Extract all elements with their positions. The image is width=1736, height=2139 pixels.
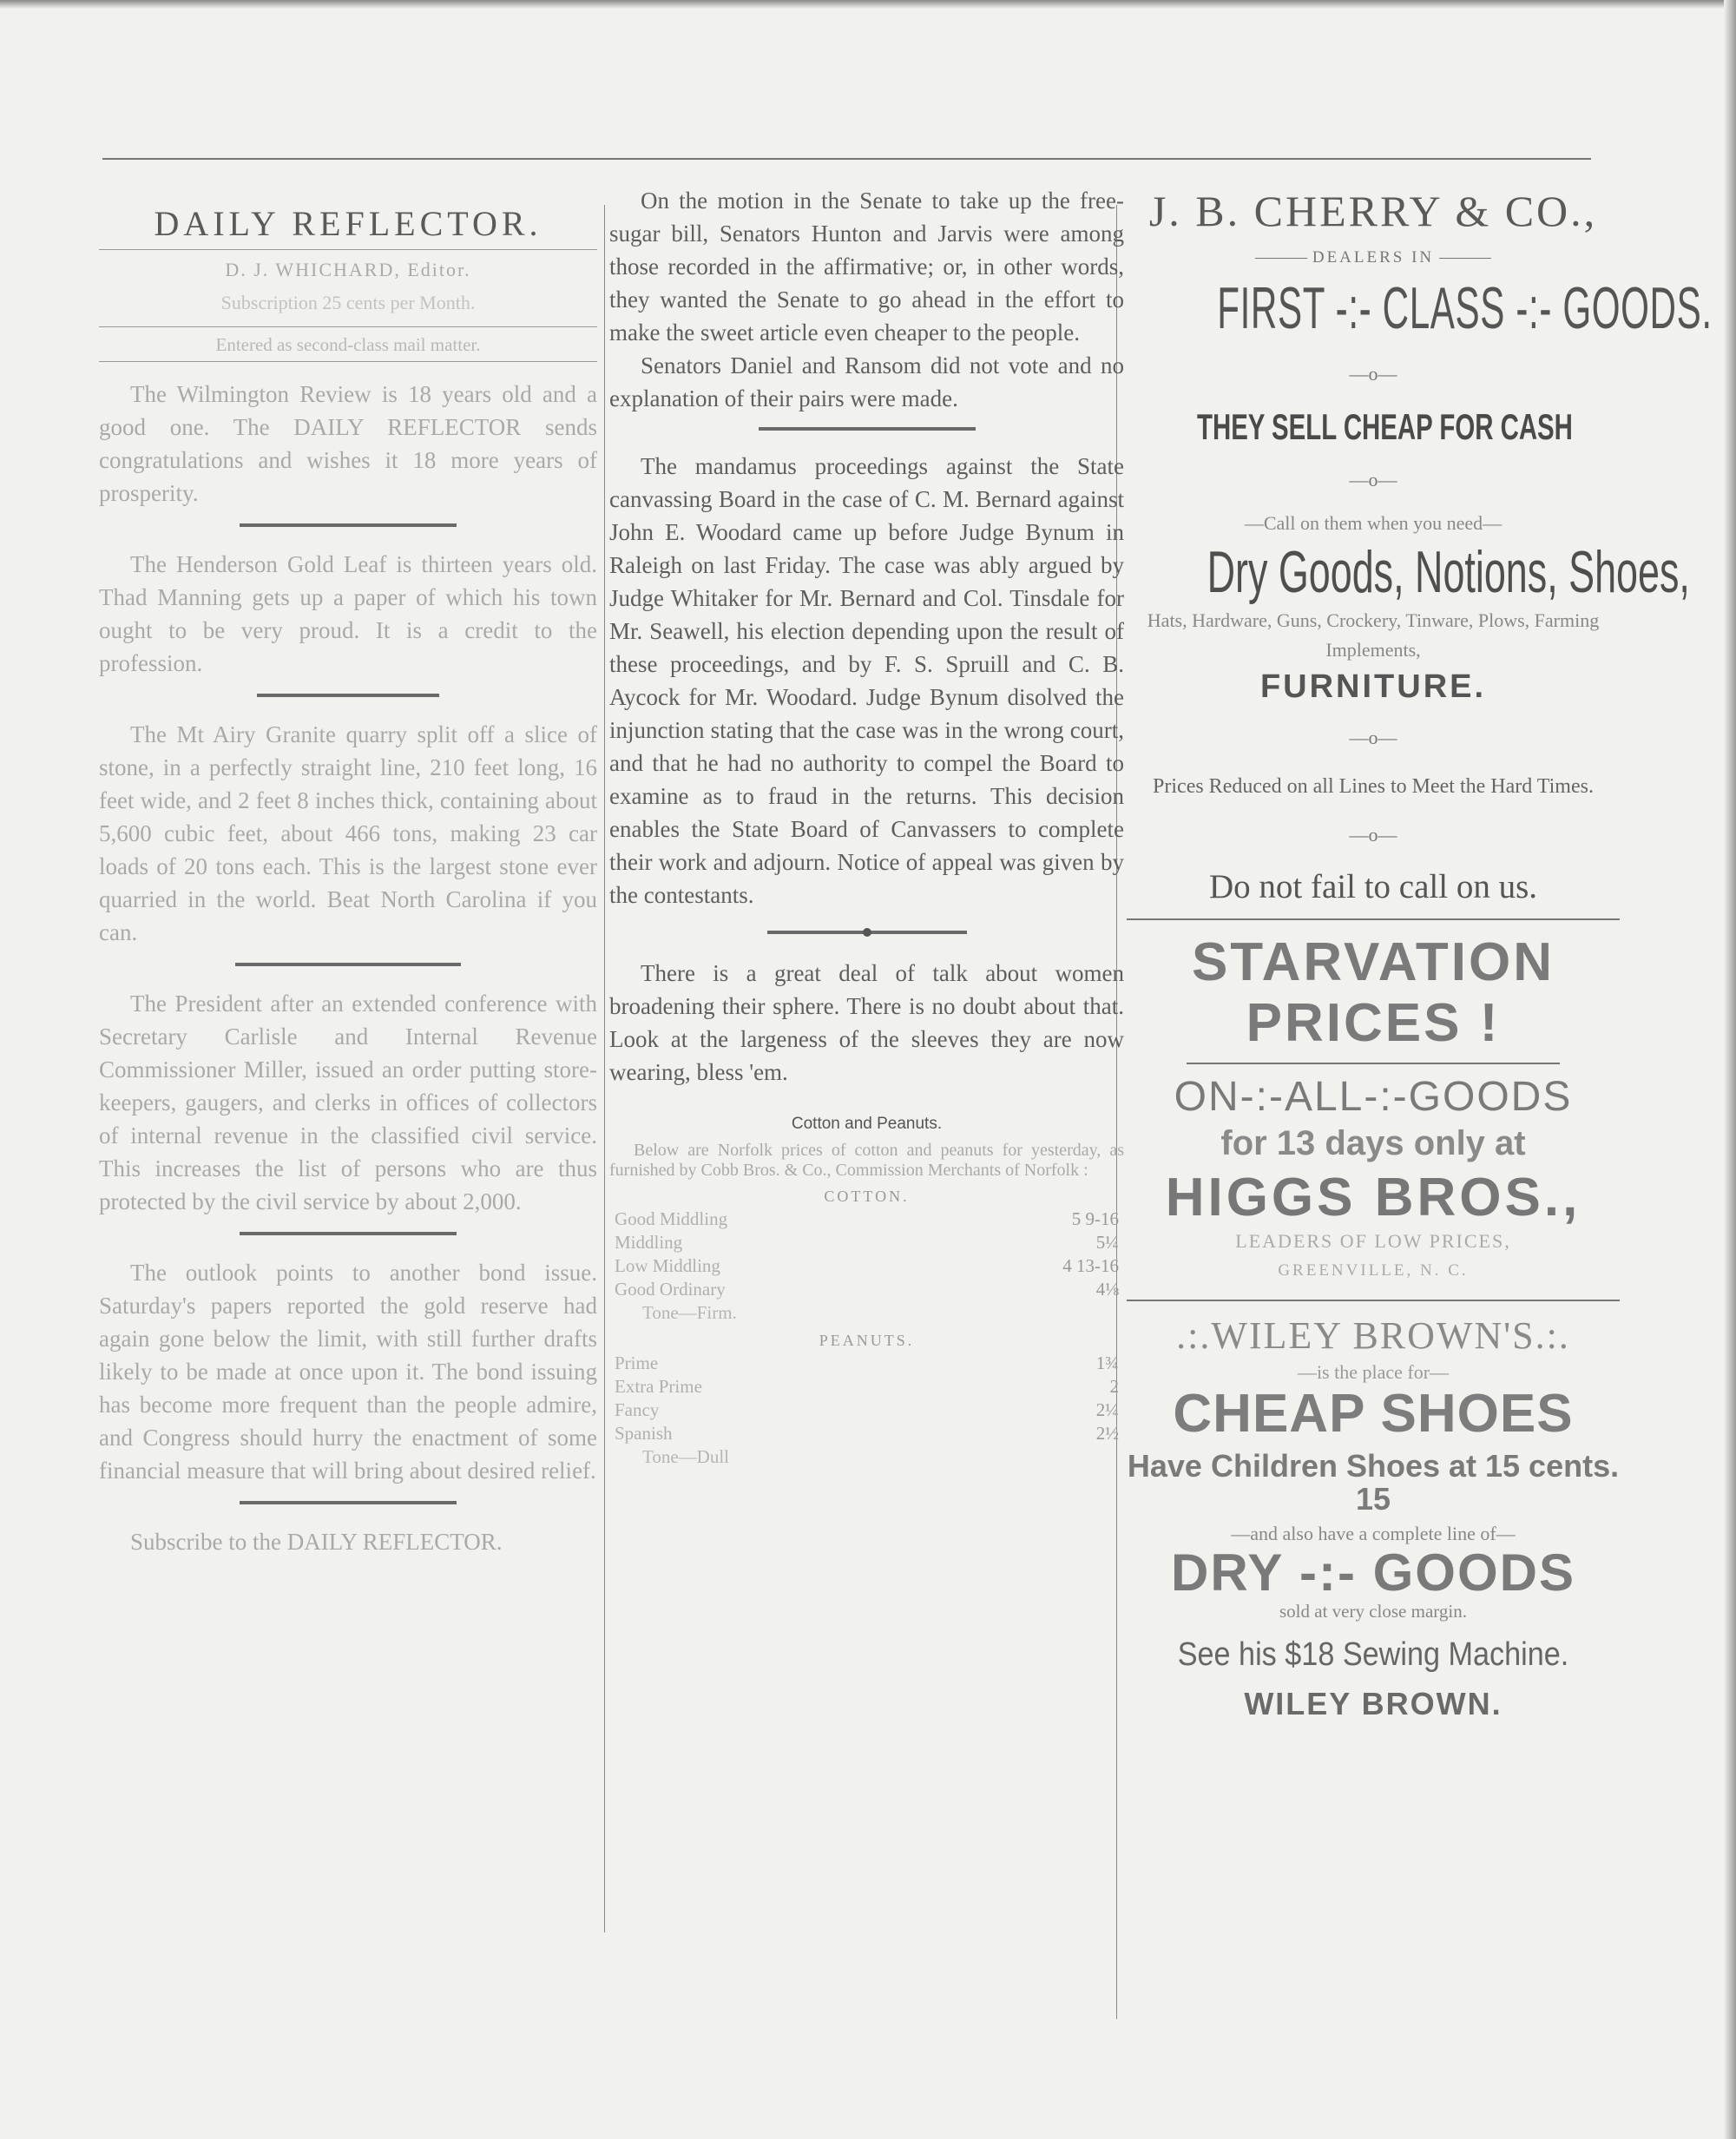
peanuts-row [609, 1375, 1124, 1399]
close-margin: sold at very close margin. [1279, 1601, 1467, 1622]
article-separator [235, 963, 461, 966]
article-bond-issue: The outlook points to another bond issue. Saturday's papers reported the gold reserve had again gone below the limit, with still further drafts likely to be made at once upon it. The bond issuing has become more frequent than the people admire, and Congress should hurry the enactment of some financial measure that will bring about desired relief. [99, 1260, 597, 1484]
goods-list: Hats, Hardware, Guns, Crockery, Tinware, Plows, Farming Implements, [1147, 609, 1600, 661]
peanuts-price: 2¼ [1095, 1399, 1119, 1420]
cotton-row [609, 1208, 1124, 1231]
dealers-in-label [1121, 248, 1625, 267]
higgs-bros-name: HIGGS BROS., [1165, 1168, 1581, 1227]
column-divider-left [604, 205, 605, 1932]
cotton-peanuts-intro: Below are Norfolk prices of cotton and peanuts for yesterday, as furnished by Cobb Bros. & Co., Commission Merchants of Norfolk : [609, 1141, 1124, 1180]
first-class-goods: FIRST -:- CLASS -:- GOODS. [1217, 275, 1713, 341]
page-top-edge [0, 0, 1736, 9]
short-rule [1187, 1063, 1560, 1064]
top-rule [102, 158, 1591, 160]
wiley-brown-signature: WILEY BROWN. [1244, 1686, 1503, 1721]
children-shoes-price: Have Children Shoes at 15 cents. 15 [1127, 1448, 1620, 1517]
article-civil-service: The President after an extended conference with Secretary Carlisle and Internal Revenue Commissioner Miller, issued an order putting store-keepers, gaugers, and clerks in offices of collectors of internal revenue in the classified civil service. This increases the list of persons who are thus protected by the civil service by about 2,000. [99, 991, 597, 1214]
ad-divider [1127, 918, 1620, 920]
prices-heading: PRICES ! [1246, 993, 1501, 1053]
sell-cheap-for-cash: THEY SELL CHEAP FOR CASH [1197, 406, 1573, 447]
page-right-edge [1724, 0, 1736, 2139]
cotton-price: 5 9-16 [1071, 1208, 1119, 1229]
dry-goods-notions-shoes: Dry Goods, Notions, Shoes, [1207, 539, 1690, 605]
peanuts-price: 1¾ [1095, 1353, 1119, 1373]
article-wilmington-review: The Wilmington Review is 18 years old and a good one. The DAILY REFLECTOR sends congratulations and wishes it 18 more years of prosperity. [99, 381, 597, 506]
cotton-price: 4⅛ [1095, 1279, 1119, 1300]
article-women-sleeves: There is a great deal of talk about women broadening their sphere. There is no doubt about that. Look at the largeness of the sleeves they are now wearing, bless 'em. [609, 960, 1124, 1085]
peanuts-heading: PEANUTS. [819, 1332, 915, 1349]
subscribe-notice: Subscribe to the DAILY REFLECTOR. [130, 1529, 503, 1555]
cotton-price: 5¼ [1095, 1232, 1119, 1253]
wiley-brown-name: .:.WILEY BROWN'S.:. [1176, 1314, 1570, 1357]
cotton-row [609, 1254, 1124, 1278]
furniture-heading: FURNITURE. [1259, 668, 1487, 705]
cotton-tone: Tone—Firm. [642, 1302, 737, 1323]
advertisements-column [1121, 184, 1713, 1722]
greenville-location: GREENVILLE, N. C. [1278, 1261, 1469, 1280]
peanuts-grade: Fancy [615, 1399, 660, 1420]
ornament: —o— [1349, 727, 1397, 748]
prices-reduced: Prices Reduced on all Lines to Meet the Hard Times. [1153, 775, 1594, 798]
cotton-grade: Low Middling [615, 1255, 720, 1276]
cotton-row [609, 1231, 1124, 1254]
peanuts-grade: Prime [615, 1353, 659, 1373]
peanuts-price-list [609, 1352, 1124, 1445]
cotton-grade: Middling [615, 1232, 683, 1253]
peanuts-tone: Tone—Dull [642, 1446, 730, 1467]
article-separator [759, 427, 976, 431]
column-1 [99, 184, 597, 1558]
editor-line: D. J. WHICHARD, Editor. [99, 249, 597, 281]
article-separator [240, 1501, 457, 1504]
cotton-peanuts-heading: Cotton and Peanuts. [791, 1115, 943, 1133]
do-not-fail-notice: Do not fail to call on us. [1208, 868, 1538, 905]
cotton-row [609, 1278, 1124, 1301]
article-granite-quarry: The Mt Airy Granite quarry split off a slice of stone, in a perfectly straight line, 210 feet long, 16 feet wide, and 2 feet 8 inches thick, containing about 5,600 cubic feet, about 466 tons, making 23 car loads of 20 tons each. This is the largest stone ever quarried in the world. Beat North Carolina if you can. [99, 721, 597, 945]
on-all-goods: ON-:-ALL-:-GOODS [1174, 1074, 1573, 1120]
mail-matter-notice: Entered as second-class mail matter. [99, 326, 597, 362]
article-mandamus-proceedings: The mandamus proceedings against the State canvassing Board in the case of C. M. Bernard against John E. Woodard came up before Judge Bynum in Raleigh on last Friday. The case was ably argued by Judge Whitaker for Mr. Bernard and Col. Tinsdale for Mr. Seawell, his election depending upon the result of these proceedings, and by F. S. Spruill and C. B. Aycock for Mr. Woodard. Judge Bynum disolved the injunction stating that the case was in the wrong court, and that he had no authority to compel the Board to examine as to fraud in the returns. This decision enables the State Board of Canvassers to complete their work and adjourn. Notice of appeal was given by the contestants. [609, 453, 1124, 908]
peanuts-price: 2 [1109, 1376, 1119, 1397]
article-separator [257, 694, 439, 697]
article-separator [240, 1232, 457, 1235]
ad-divider [1127, 1300, 1620, 1301]
complete-line-of: —and also have a complete line of— [1231, 1523, 1516, 1544]
peanuts-price: 2½ [1095, 1423, 1119, 1444]
cotton-grade: Good Middling [615, 1208, 728, 1229]
starvation-heading: STARVATION [1191, 932, 1555, 992]
article-henderson-gold-leaf: The Henderson Gold Leaf is thirteen years old. Thad Manning gets up a paper of which his town ought to be very proud. It is a credit to the profession. [99, 551, 597, 676]
column-2 [609, 184, 1124, 1469]
article-free-sugar-bill: On the motion in the Senate to take up the free-sugar bill, Senators Hunton and Jarvis were among those recorded in the affirmative; or, in other words, they wanted the Senate to go ahead in the effort to make the sweet article even cheaper to the people. [609, 188, 1124, 346]
peanuts-row [609, 1422, 1124, 1445]
peanuts-row [609, 1352, 1124, 1375]
cheap-shoes-heading: CHEAP SHOES [1173, 1384, 1574, 1444]
peanuts-row [609, 1399, 1124, 1422]
article-separator [240, 523, 457, 527]
peanuts-grade: Spanish [615, 1423, 673, 1444]
article-separator [767, 931, 967, 934]
ornament: —o— [1349, 469, 1397, 490]
peanuts-grade: Extra Prime [615, 1376, 702, 1397]
cotton-price-list [609, 1208, 1124, 1301]
cherry-co-name: J. B. CHERRY & CO., [1148, 187, 1598, 235]
article-senators-pairs: Senators Daniel and Ransom did not vote and no explanation of their pairs were made. [609, 352, 1124, 411]
cotton-heading: COTTON. [824, 1188, 910, 1205]
ornament: —o— [1349, 363, 1397, 385]
ornament: —o— [1349, 824, 1397, 846]
leaders-low-prices: LEADERS OF LOW PRICES, [1235, 1230, 1511, 1252]
cotton-price: 4 13-16 [1062, 1255, 1119, 1276]
dry-goods-heading: DRY -:- GOODS [1170, 1543, 1575, 1602]
masthead-title: DAILY REFLECTOR. [154, 204, 542, 243]
call-on-them: —Call on them when you need— [1244, 512, 1503, 534]
thirteen-days-only: for 13 days only at [1220, 1124, 1526, 1162]
subscription-terms: Subscription 25 cents per Month. [220, 292, 476, 313]
dealers-in-text: DEALERS IN [1312, 248, 1435, 267]
sewing-machine-offer: See his $18 Sewing Machine. [1177, 1636, 1569, 1673]
place-for: —is the place for— [1297, 1361, 1450, 1383]
cotton-grade: Good Ordinary [615, 1279, 726, 1300]
